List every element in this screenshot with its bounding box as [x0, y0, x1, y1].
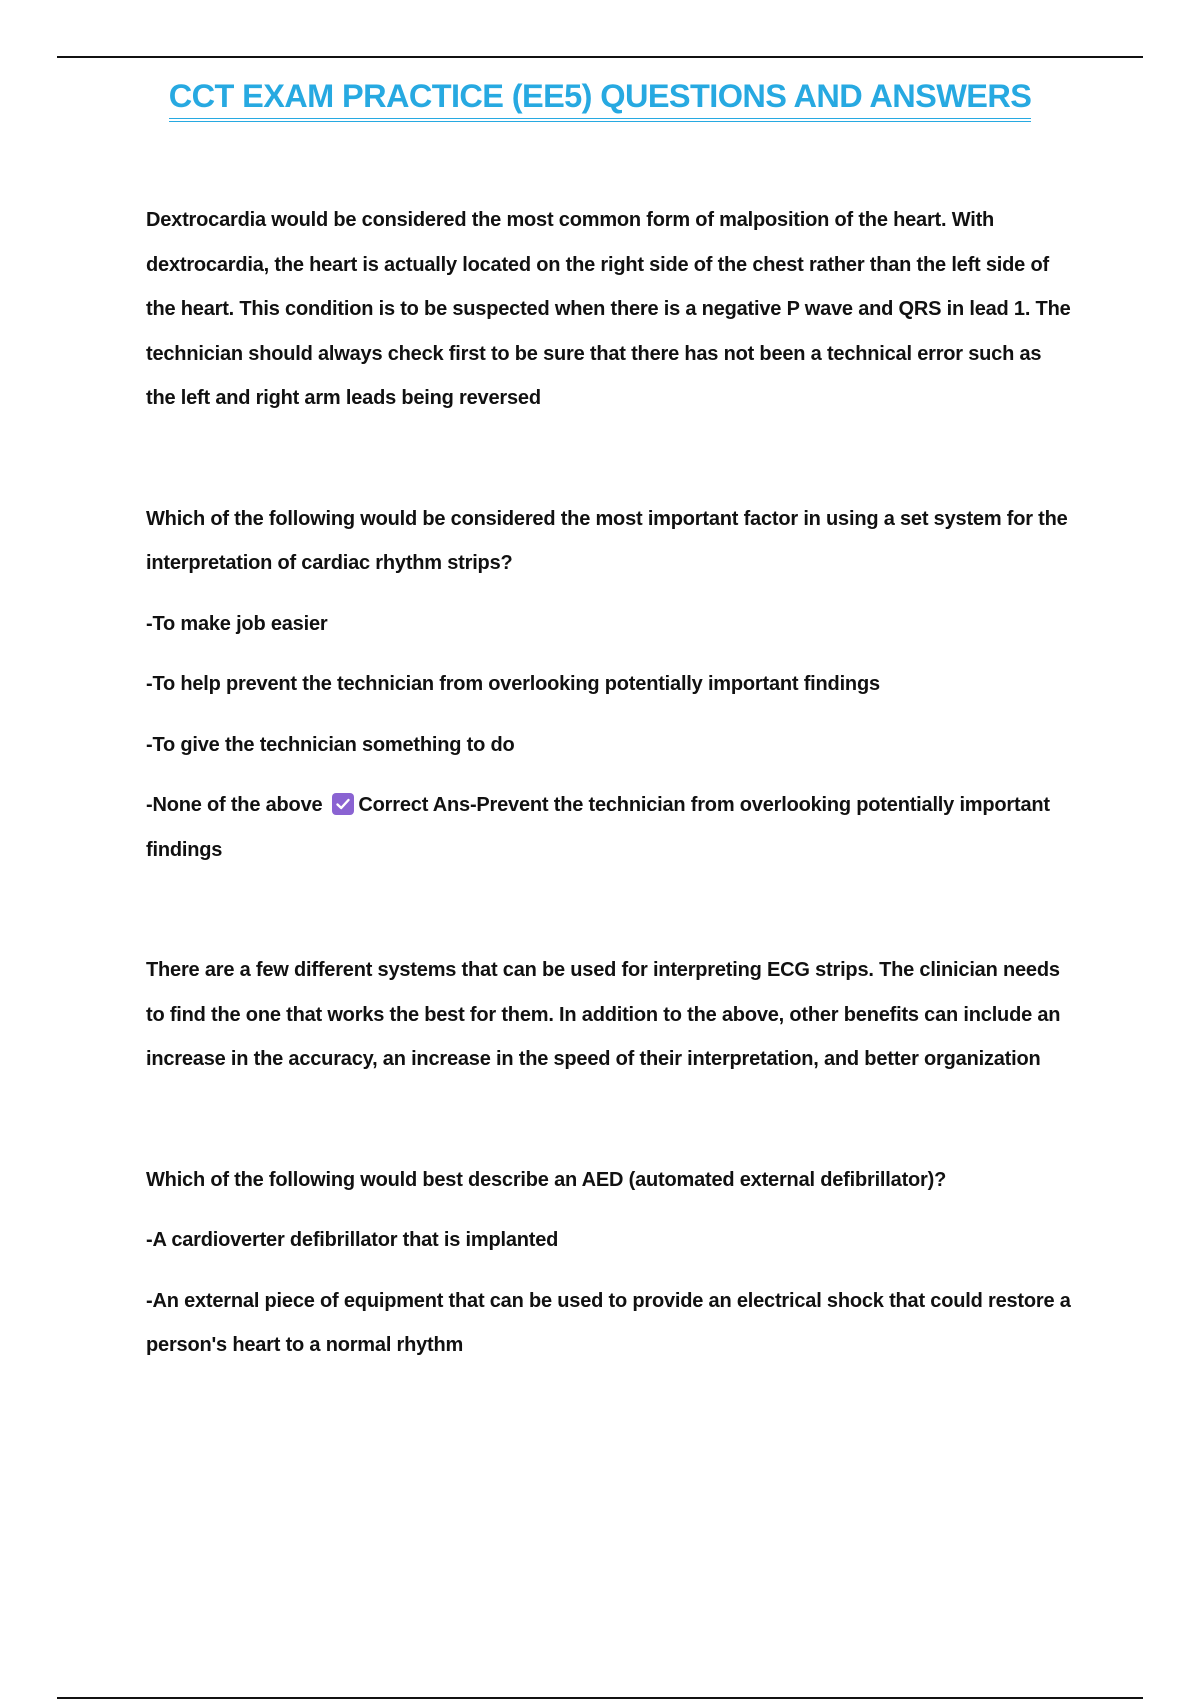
- question-text: Which of the following would be considered the most important factor in using a set system for the interpretation of cardiac rhythm strips?: [146, 507, 1068, 574]
- top-rule: [57, 56, 1143, 58]
- correct-answer-text: Correct Ans-Prevent the technician from overlooking potentially important findings: [146, 794, 1050, 861]
- explanation-paragraph: There are a few different systems that can be used for interpreting ECG strips. The clinician needs to find the one that works the best for them. In addition to the above, other benefits can include an increase in the accuracy, an increase in the speed of their interpretation, and better organization: [146, 959, 1061, 1070]
- answer-option-with-answer: [146, 783, 1076, 872]
- answer-option: -A cardioverter defibrillator that is implanted: [146, 1229, 559, 1251]
- answer-option: -To make job easier: [146, 612, 328, 635]
- question-text: Which of the following would best describe an AED (automated external defibrillator)?: [146, 1168, 947, 1191]
- answer-option-text: -None of the above: [146, 794, 323, 816]
- answer-option: -An external piece of equipment that can be used to provide an electrical shock that could restore a person's heart to a normal rhythm: [146, 1289, 1071, 1356]
- answer-option: -To give the technician something to do: [146, 733, 515, 756]
- answer-option: -To help prevent the technician from overlooking potentially important findings: [146, 673, 880, 695]
- bottom-rule: [57, 1697, 1143, 1699]
- document-title: [0, 76, 1200, 122]
- document-body: [146, 198, 1076, 1368]
- document-title-text: CCT EXAM PRACTICE (EE5) QUESTIONS AND ANSWERS: [169, 76, 1032, 122]
- checkmark-box-icon: [332, 793, 354, 815]
- explanation-paragraph: Dextrocardia would be considered the most common form of malposition of the heart. With dextrocardia, the heart is actually located on the right side of the chest rather than the left side of the heart. This condition is to be suspected when there is a negative P wave and QRS in lead 1. The technician should always check first to be sure that there has not been a technical error such as the left and right arm leads being reversed: [146, 209, 1071, 409]
